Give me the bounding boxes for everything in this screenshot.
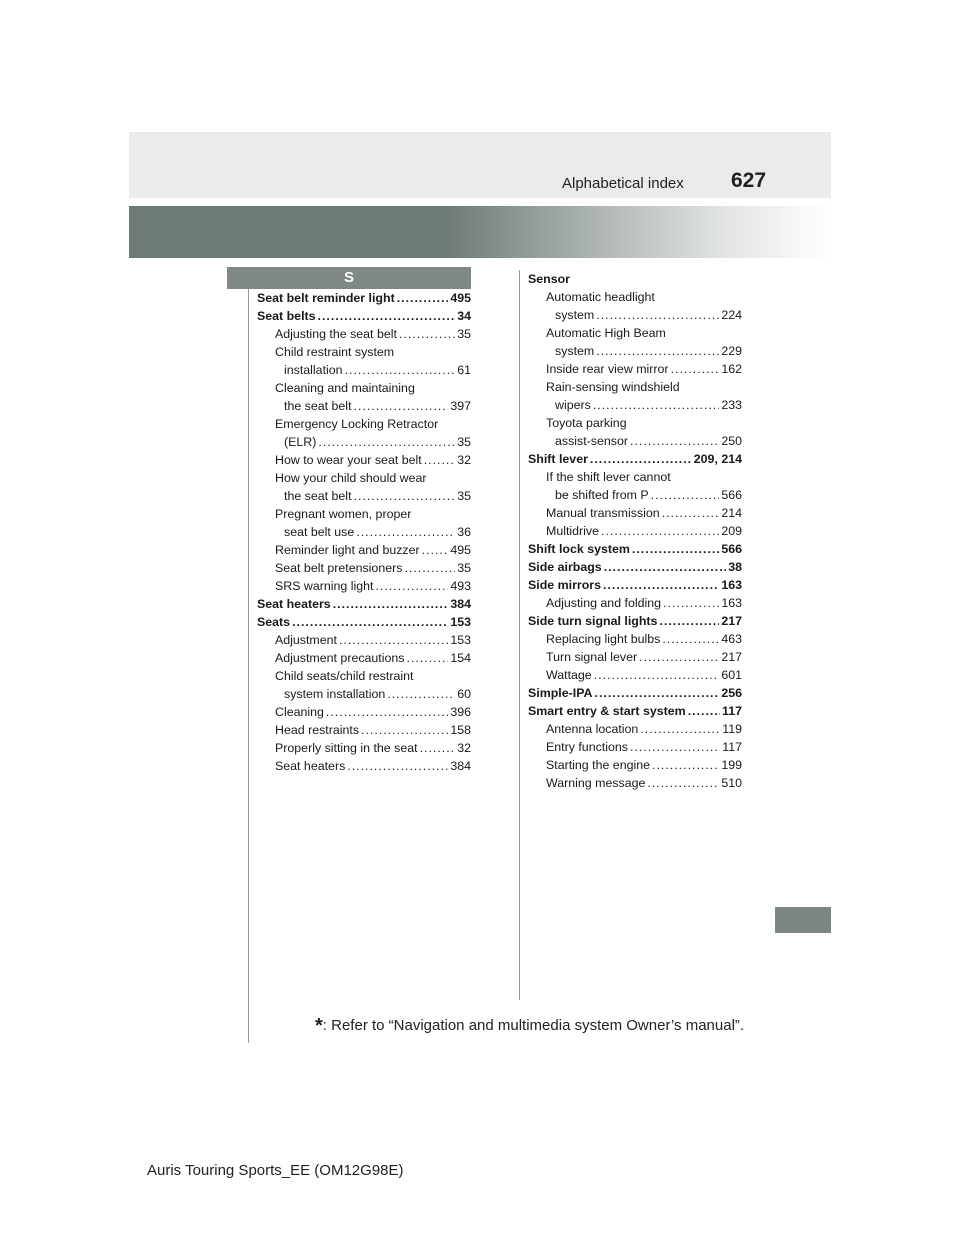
- index-entry[interactable]: [528, 432, 742, 450]
- index-entry-page[interactable]: 493: [450, 579, 471, 593]
- dot-leader: [651, 486, 720, 504]
- index-entry-label: Manual transmission: [546, 506, 660, 520]
- dot-leader: [292, 613, 448, 631]
- index-entry-page[interactable]: 396: [450, 705, 471, 719]
- index-heading: Toyota parking: [546, 416, 627, 430]
- index-entry-label: SRS warning light: [275, 579, 374, 593]
- index-heading: Child seats/child restraint: [275, 669, 414, 683]
- index-entry-page[interactable]: 153: [450, 615, 471, 629]
- index-entry[interactable]: [528, 576, 742, 594]
- index-entry[interactable]: [528, 594, 742, 612]
- index-entry-label: installation: [284, 363, 343, 377]
- index-entry-page[interactable]: 214: [721, 506, 742, 520]
- index-column-right: [528, 270, 742, 792]
- footnote: [315, 1015, 744, 1038]
- dot-leader: [647, 774, 719, 792]
- index-entry-label: Shift lever: [528, 452, 588, 466]
- index-entry-page[interactable]: 163: [721, 578, 742, 592]
- index-entry-page[interactable]: 224: [721, 308, 742, 322]
- index-heading: Automatic headlight: [546, 290, 655, 304]
- index-entry[interactable]: [257, 541, 471, 559]
- index-entry-label: Head restraints: [275, 723, 360, 737]
- index-entry[interactable]: [257, 559, 471, 577]
- index-entry-label: Entry functions: [546, 740, 628, 754]
- dot-leader: [604, 558, 727, 576]
- dot-leader: [594, 666, 720, 684]
- dot-leader: [640, 720, 720, 738]
- index-entry-page[interactable]: 384: [450, 597, 471, 611]
- index-entry[interactable]: [257, 307, 471, 325]
- index-entry[interactable]: [528, 360, 742, 378]
- index-entry-label: Adjustment: [275, 633, 337, 647]
- index-entry-label: Turn signal lever: [546, 650, 638, 664]
- dot-leader: [354, 487, 456, 505]
- index-entry-page[interactable]: 32: [457, 453, 471, 467]
- index-entry-page[interactable]: 601: [721, 668, 742, 682]
- index-entry[interactable]: [257, 685, 471, 703]
- dot-leader: [356, 523, 455, 541]
- index-entry-label: Seats: [257, 615, 291, 629]
- dot-leader: [595, 684, 720, 702]
- index-entry-page[interactable]: 117: [722, 704, 742, 718]
- index-entry-label: the seat belt: [284, 399, 352, 413]
- dot-leader: [354, 397, 449, 415]
- index-entry-page[interactable]: 32: [457, 741, 471, 755]
- index-entry[interactable]: [528, 720, 742, 738]
- index-entry-label: Adjusting and folding: [546, 596, 662, 610]
- index-entry-label: (ELR): [284, 435, 317, 449]
- index-entry-label: system: [555, 344, 595, 358]
- index-entry[interactable]: [257, 631, 471, 649]
- dot-leader: [375, 577, 448, 595]
- index-entry[interactable]: [528, 684, 742, 702]
- index-entry[interactable]: [528, 774, 742, 792]
- index-entry-label: Side airbags: [528, 560, 602, 574]
- index-entry[interactable]: [257, 361, 471, 379]
- dot-leader: [333, 595, 449, 613]
- index-entry-label: assist-sensor: [555, 434, 628, 448]
- dot-leader: [387, 685, 455, 703]
- index-entry[interactable]: [528, 738, 742, 756]
- dot-leader: [422, 541, 449, 559]
- index-entry-label: Adjusting the seat belt: [275, 327, 397, 341]
- dot-leader: [407, 649, 449, 667]
- dot-leader: [399, 325, 455, 343]
- index-entry[interactable]: [528, 666, 742, 684]
- dot-leader: [318, 433, 455, 451]
- index-entry-page[interactable]: 256: [721, 686, 742, 700]
- index-entry-page[interactable]: 154: [450, 651, 471, 665]
- index-entry-page[interactable]: 153: [450, 633, 471, 647]
- index-entry-page[interactable]: 35: [457, 489, 471, 503]
- dot-leader: [630, 432, 719, 450]
- index-entry-label: Wattage: [546, 668, 592, 682]
- index-entry-label: Simple-IPA: [528, 686, 593, 700]
- dot-leader: [593, 396, 720, 414]
- index-entry-label: How to wear your seat belt: [275, 453, 422, 467]
- index-entry-label: Seat heaters: [275, 759, 346, 773]
- index-entry[interactable]: [528, 540, 742, 558]
- chapter-side-tab[interactable]: [775, 907, 831, 933]
- footnote-text: : Refer to “Navigation and multimedia system Owner’s manual”.: [322, 1017, 745, 1034]
- index-entry-page[interactable]: 495: [450, 291, 471, 305]
- index-entry-page[interactable]: 199: [721, 758, 742, 772]
- index-entry-label: Seat belts: [257, 309, 316, 323]
- index-entry-page[interactable]: 510: [721, 776, 742, 790]
- dot-leader: [662, 504, 720, 522]
- dot-leader: [361, 721, 448, 739]
- index-entry-label: Antenna location: [546, 722, 639, 736]
- index-entry[interactable]: [528, 306, 742, 324]
- index-entry-page[interactable]: 250: [721, 434, 742, 448]
- index-entry[interactable]: [257, 613, 471, 631]
- index-entry-label: Inside rear view mirror: [546, 362, 669, 376]
- dot-leader: [688, 702, 720, 720]
- dot-leader: [339, 631, 448, 649]
- index-entry-page[interactable]: 209, 214: [693, 452, 742, 466]
- index-entry-label: Seat belt pretensioners: [275, 561, 403, 575]
- index-entry-page[interactable]: 217: [721, 614, 742, 628]
- dot-leader: [652, 756, 719, 774]
- index-entry[interactable]: [257, 595, 471, 613]
- dot-leader: [318, 307, 456, 325]
- index-entry-page[interactable]: 35: [457, 327, 471, 341]
- index-entry-page[interactable]: 35: [457, 435, 471, 449]
- dot-leader: [671, 360, 720, 378]
- index-heading: Cleaning and maintaining: [275, 381, 415, 395]
- index-heading: Rain-sensing windshield: [546, 380, 680, 394]
- index-entry[interactable]: [257, 577, 471, 595]
- dot-leader: [326, 703, 448, 721]
- dot-leader: [639, 648, 719, 666]
- index-entry[interactable]: [257, 739, 471, 757]
- index-entry-label: system installation: [284, 687, 386, 701]
- index-entry-label: Seat belt reminder light: [257, 291, 395, 305]
- index-heading: If the shift lever cannot: [546, 470, 671, 484]
- header-title: Alphabetical index: [562, 175, 684, 192]
- index-entry-label: Side turn signal lights: [528, 614, 658, 628]
- index-entry[interactable]: [528, 450, 742, 468]
- index-entry-page[interactable]: 60: [457, 687, 471, 701]
- index-entry[interactable]: [528, 756, 742, 774]
- index-entry[interactable]: [528, 612, 742, 630]
- index-entry[interactable]: [257, 397, 471, 415]
- index-entry-page[interactable]: 397: [450, 399, 471, 413]
- dot-leader: [424, 451, 456, 469]
- index-entry-label: Shift lock system: [528, 542, 630, 556]
- index-heading: Pregnant women, proper: [275, 507, 412, 521]
- index-entry-page[interactable]: 162: [721, 362, 742, 376]
- index-entry-page[interactable]: 217: [721, 650, 742, 664]
- index-column-left: [257, 289, 471, 775]
- dot-leader: [347, 757, 448, 775]
- dot-leader: [345, 361, 456, 379]
- dot-leader: [659, 612, 719, 630]
- dot-leader: [420, 739, 456, 757]
- header-gradient-bar: [129, 206, 831, 258]
- middle-column-rule: [519, 270, 520, 1000]
- dot-leader: [601, 522, 719, 540]
- page-number: 627: [731, 169, 767, 192]
- index-entry-page[interactable]: 229: [721, 344, 742, 358]
- index-entry-label: wipers: [555, 398, 591, 412]
- dot-leader: [596, 342, 719, 360]
- index-entry-label: Replacing light bulbs: [546, 632, 661, 646]
- index-heading: Child restraint system: [275, 345, 395, 359]
- index-entry[interactable]: [257, 451, 471, 469]
- index-entry-page[interactable]: 495: [450, 543, 471, 557]
- index-entry[interactable]: [257, 433, 471, 451]
- index-entry[interactable]: [528, 648, 742, 666]
- index-entry-label: be shifted from P: [555, 488, 649, 502]
- index-entry[interactable]: [528, 702, 742, 720]
- index-entry[interactable]: [257, 721, 471, 739]
- index-heading: Automatic High Beam: [546, 326, 666, 340]
- index-entry-page[interactable]: 117: [722, 740, 742, 754]
- dot-leader: [630, 738, 720, 756]
- index-entry-label: Reminder light and buzzer: [275, 543, 420, 557]
- index-entry[interactable]: [528, 630, 742, 648]
- dot-leader: [662, 630, 719, 648]
- index-entry[interactable]: [528, 504, 742, 522]
- index-entry-label: system: [555, 308, 595, 322]
- index-entry-page[interactable]: 163: [721, 596, 742, 610]
- index-entry-page[interactable]: 233: [721, 398, 742, 412]
- index-heading: How your child should wear: [275, 471, 427, 485]
- index-entry-page[interactable]: 34: [457, 309, 471, 323]
- index-entry-page[interactable]: 384: [450, 759, 471, 773]
- index-entry-page[interactable]: 36: [457, 525, 471, 539]
- index-entry[interactable]: [528, 486, 742, 504]
- index-entry-label: Cleaning: [275, 705, 324, 719]
- dot-leader: [603, 576, 719, 594]
- index-entry-label: Seat heaters: [257, 597, 331, 611]
- dot-leader: [397, 289, 449, 307]
- index-entry[interactable]: [528, 342, 742, 360]
- dot-leader: [590, 450, 692, 468]
- dot-leader: [596, 306, 719, 324]
- index-entry-label: seat belt use: [284, 525, 355, 539]
- index-entry-page[interactable]: 35: [457, 561, 471, 575]
- index-entry[interactable]: [257, 487, 471, 505]
- index-entry[interactable]: [257, 757, 471, 775]
- document-id: Auris Touring Sports_EE (OM12G98E): [147, 1162, 404, 1179]
- dot-leader: [663, 594, 719, 612]
- index-entry-page[interactable]: 463: [721, 632, 742, 646]
- dot-leader: [632, 540, 719, 558]
- index-heading: Sensor: [528, 272, 571, 286]
- index-entry[interactable]: [528, 396, 742, 414]
- index-entry[interactable]: [257, 703, 471, 721]
- header-band: [129, 132, 831, 198]
- index-entry-label: Properly sitting in the seat: [275, 741, 418, 755]
- index-entry-page[interactable]: 209: [721, 524, 742, 538]
- index-entry-label: the seat belt: [284, 489, 352, 503]
- index-entry[interactable]: [528, 522, 742, 540]
- index-entry-label: Adjustment precautions: [275, 651, 405, 665]
- left-column-rule: [248, 289, 249, 1043]
- index-entry-page[interactable]: 158: [450, 723, 471, 737]
- index-entry[interactable]: [257, 523, 471, 541]
- index-entry-label: Multidrive: [546, 524, 600, 538]
- index-entry[interactable]: [257, 325, 471, 343]
- index-entry-page[interactable]: 119: [722, 722, 742, 736]
- index-entry-label: Starting the engine: [546, 758, 651, 772]
- footnote-marker: *: [315, 1015, 323, 1037]
- index-entry-page[interactable]: 61: [457, 363, 471, 377]
- dot-leader: [404, 559, 455, 577]
- index-heading: Emergency Locking Retractor: [275, 417, 439, 431]
- index-entry[interactable]: [257, 649, 471, 667]
- section-letter-bar: S: [227, 267, 471, 289]
- index-entry[interactable]: [257, 289, 471, 307]
- index-entry-page[interactable]: 38: [728, 560, 742, 574]
- index-entry-page[interactable]: 566: [721, 488, 742, 502]
- index-entry-label: Warning message: [546, 776, 646, 790]
- index-entry-label: Side mirrors: [528, 578, 601, 592]
- index-entry-label: Smart entry & start system: [528, 704, 686, 718]
- index-entry-page[interactable]: 566: [721, 542, 742, 556]
- index-entry[interactable]: [528, 558, 742, 576]
